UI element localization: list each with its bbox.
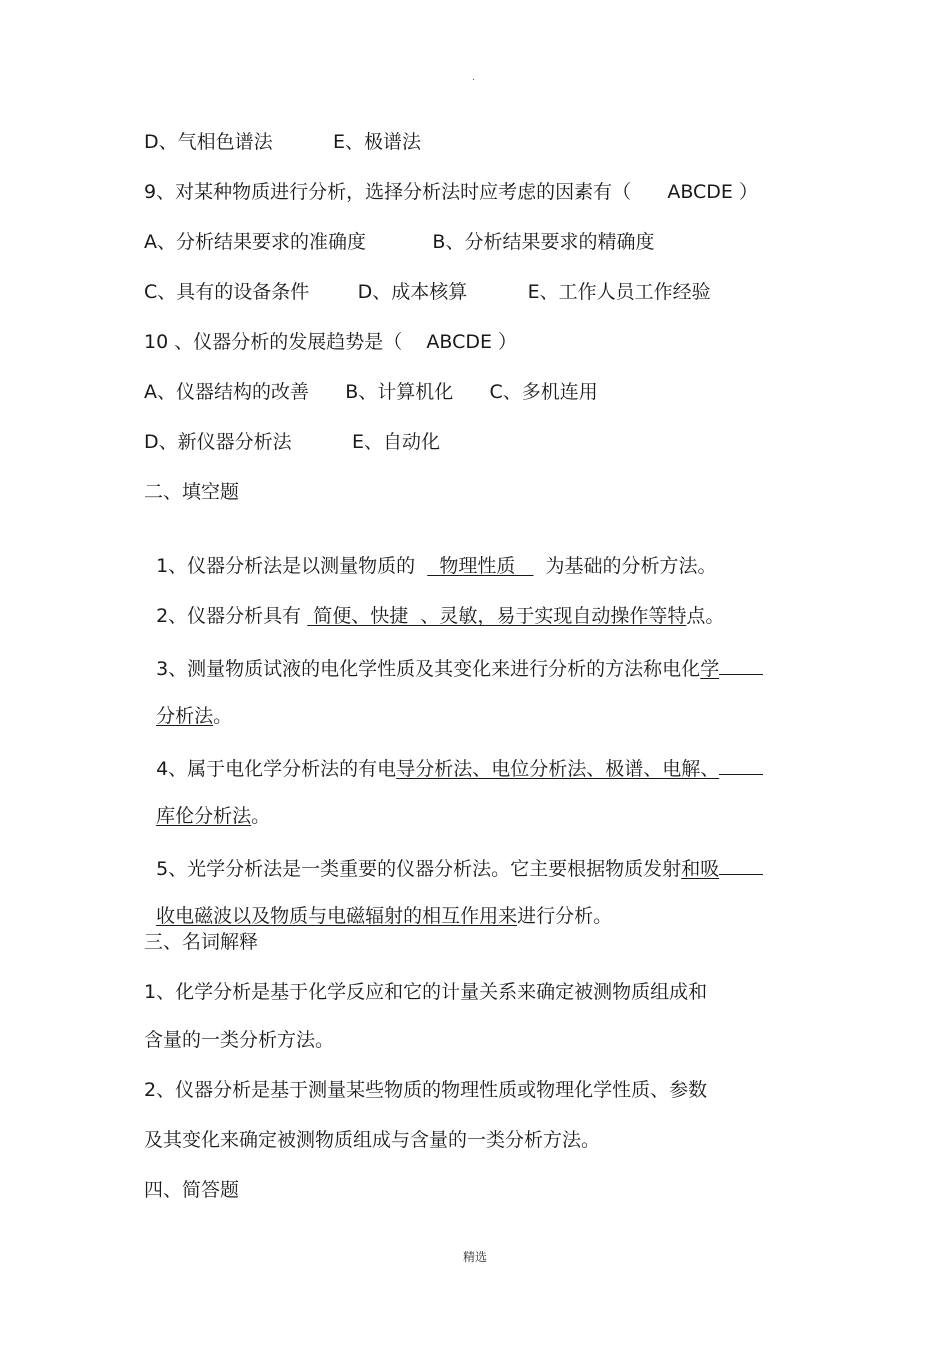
fill-blank-3-answer-end: 分析法	[156, 705, 214, 727]
fill-blank-4-answer-end: 库伦分析法	[156, 805, 252, 827]
fill-blank-3	[144, 630, 763, 681]
fill-blank-1-prefix: 1、仪器分析法是以测量物质的	[156, 555, 428, 577]
fill-blank-1-suffix: 为基础的分析方法。	[533, 555, 717, 577]
fill-blank-5-answer-end: 收电磁波以及物质与电磁辐射的相互作用来	[156, 905, 518, 927]
fill-blank-4-answer-start: 导分析法、电位分析法、极谱、电解、	[396, 758, 720, 780]
fill-blank-1-answer: 物理性质	[427, 555, 534, 577]
fill-blank-5	[144, 830, 763, 881]
term-2-line-1: 2、仪器分析是基于测量某些物质的物理性质或物理化学性质、参数	[144, 1079, 708, 1101]
fill-blank-5-underline	[719, 854, 763, 875]
fill-blank-4	[144, 730, 763, 781]
section-heading-fill-blank: 二、填空题	[144, 481, 240, 503]
fill-blank-3-cont	[144, 680, 232, 728]
fill-blank-4-period: 。	[251, 805, 271, 827]
fill-blank-5-suffix: 进行分析。	[517, 905, 613, 927]
fill-blank-1	[144, 530, 717, 578]
fill-blank-4-underline	[719, 754, 763, 775]
fill-blank-5-answer-start: 和吸	[681, 858, 720, 880]
fill-blank-3-period: 。	[213, 705, 233, 727]
fill-blank-4-cont	[144, 780, 270, 828]
footer-label: 精选	[462, 1250, 487, 1264]
option-line-d-e: D、气相色谱法 E、极谱法	[144, 131, 422, 153]
header-dot: .	[472, 72, 476, 83]
fill-blank-2-suffix: 点。	[686, 605, 725, 627]
fill-blank-2-prefix: 2、仪器分析具有	[156, 605, 308, 627]
term-1-line-2: 含量的一类分析方法。	[144, 1029, 335, 1051]
question-9: 9、对某种物质进行分析，选择分析法时应考虑的因素有（ ABCDE ）	[144, 181, 758, 203]
option-line-a-b-c: A、仪器结构的改善 B、计算机化 C、多机连用	[144, 381, 598, 403]
fill-blank-3-underline	[719, 654, 763, 675]
term-1-line-1: 1、化学分析是基于化学反应和它的计量关系来确定被测物质组成和	[144, 981, 708, 1003]
question-10: 10 、仪器分析的发展趋势是（ ABCDE ）	[144, 331, 518, 353]
option-line-c-d-e: C、具有的设备条件 D、成本核算 E、工作人员工作经验	[144, 281, 711, 303]
section-heading-terms: 三、名词解释	[144, 931, 259, 953]
fill-blank-2	[144, 580, 724, 628]
option-line-d-e-2: D、新仪器分析法 E、自动化	[144, 431, 441, 453]
fill-blank-4-prefix: 4、属于电化学分析法的有电	[156, 758, 397, 780]
option-line-a-b: A、分析结果要求的准确度 B、分析结果要求的精确度	[144, 231, 655, 253]
fill-blank-5-cont	[144, 880, 612, 928]
fill-blank-3-prefix: 3、测量物质试液的电化学性质及其变化来进行分析的方法称电化	[156, 658, 701, 680]
fill-blank-3-answer-start: 学	[700, 658, 720, 680]
fill-blank-2-answer: 简便、快捷 、灵敏，易于实现自动操作等特	[307, 605, 687, 627]
term-2-line-2: 及其变化来确定被测物质组成与含量的一类分析方法。	[144, 1129, 601, 1151]
section-heading-short-answer: 四、简答题	[144, 1179, 240, 1201]
fill-blank-5-prefix: 5、光学分析法是一类重要的仪器分析法。它主要根据物质发射	[156, 858, 682, 880]
